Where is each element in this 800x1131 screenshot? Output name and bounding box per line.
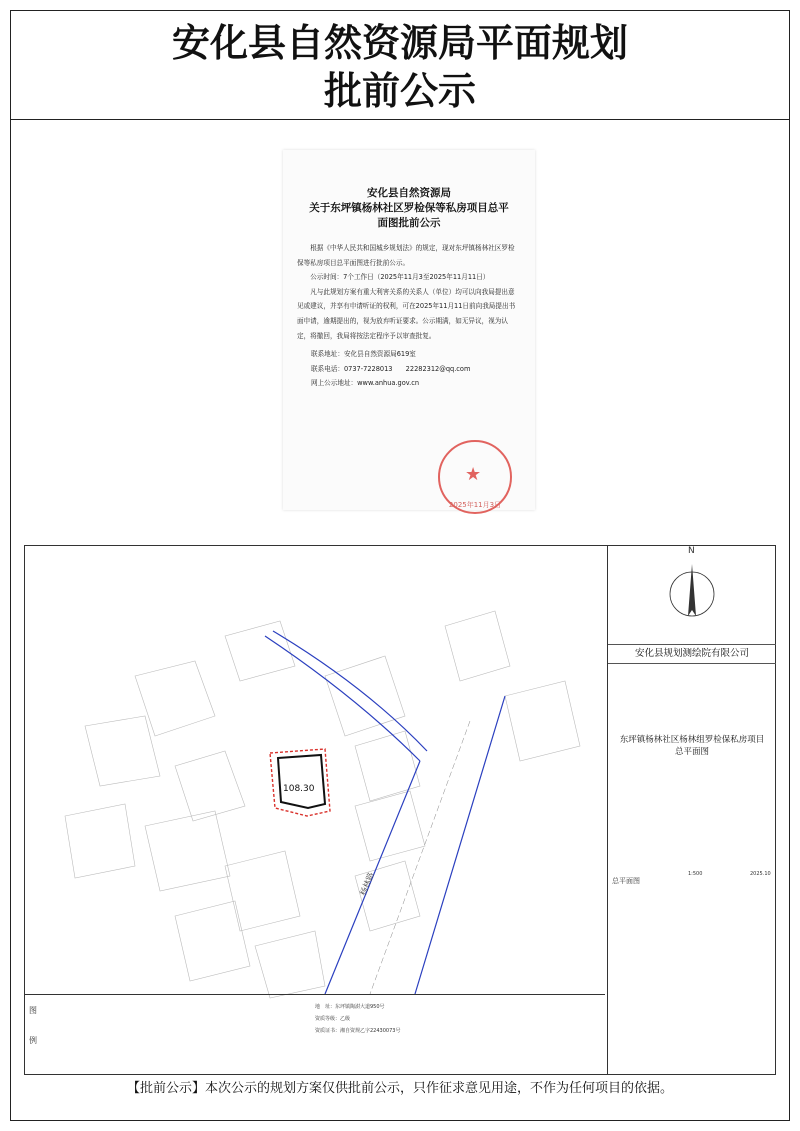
notice-document (283, 150, 535, 510)
road-curve-upper (265, 636, 420, 761)
notice-heading-line2: 面图批前公示 (377, 217, 441, 229)
drawing-scale: 1:500 (688, 871, 703, 877)
north-label: N (688, 546, 695, 556)
company-certificate: 资质证书：湘自资规乙字22430073号 (315, 1028, 401, 1034)
project-title (608, 734, 776, 758)
notice-para2: 凡与此规划方案有重大利害关系的关系人（单位）均可以向我局提出意见或建议，并享有申请听证的权利，可在2025年11月11日前向我局提出书面申请，逾期提出的，视为放弃听证要求。公示期满，如无异议，视为认定，将撤回，我局将按法定程序予以审查批复。 (297, 287, 516, 340)
notice-period: 公示时间：7个工作日（2025年11月3至2025年11月11日） (310, 273, 490, 282)
official-seal (438, 440, 512, 514)
road-main-right (415, 696, 505, 994)
notice-para1: 根据《中华人民共和国城乡规划法》的规定，现对东坪镇杨林社区罗检保等私房项目总平面图进行批前公示。 (297, 244, 515, 267)
legend-title-2: 例 (29, 1036, 37, 1045)
notice-heading-line1: 关于东坪镇杨林社区罗检保等私房项目总平 (309, 202, 509, 214)
north-arrow-icon (662, 552, 722, 622)
company-qualification: 资质等级：乙级 (315, 1016, 351, 1022)
notice-address: 联系地址：安化县自然资源局619室 (311, 350, 416, 359)
street-label: 杨林路 (358, 871, 376, 897)
drawing-date: 2025.10 (750, 871, 771, 877)
notice-contact (311, 347, 521, 390)
notice-phone: 联系电话：0737-7228013 22282312@qq.com (311, 364, 471, 373)
project-title-line1: 东坪镇杨林社区杨林组罗检保私房项目 (619, 735, 765, 745)
notice-heading (283, 186, 535, 231)
company-name: 安化县规划测绘院有限公司 (608, 644, 776, 664)
company-address: 地 址：东坪镇陶澍大道950号 (315, 1004, 385, 1010)
plan-info-panel (607, 546, 776, 1074)
plan-legend (25, 994, 605, 1075)
title-box (11, 11, 789, 120)
notice-body (297, 241, 521, 343)
site-plan (24, 545, 776, 1075)
notice-website: 网上公示地址：www.anhua.gov.cn (311, 378, 420, 387)
project-title-line2: 总平面图 (674, 747, 709, 757)
page-title-line2: 批前公示 (323, 69, 476, 113)
legend-title-1: 图 (29, 1006, 37, 1015)
proposed-building (278, 755, 325, 808)
footer-disclaimer: 【批前公示】本次公示的规划方案仅供批前公示，只作征求意见用途，不作为任何项目的依据。 (126, 1081, 673, 1096)
page-title-line1: 安化县自然资源局平面规划 (171, 21, 628, 65)
road-curve-lower (273, 631, 427, 751)
building-area-label: 108.30 (283, 784, 315, 794)
notice-org: 安化县自然资源局 (367, 187, 451, 199)
seal-star-icon: ★ (465, 464, 482, 485)
drawing-name: 总平面图 (612, 877, 640, 885)
seal-date: 2025年11月3日 (448, 501, 502, 509)
